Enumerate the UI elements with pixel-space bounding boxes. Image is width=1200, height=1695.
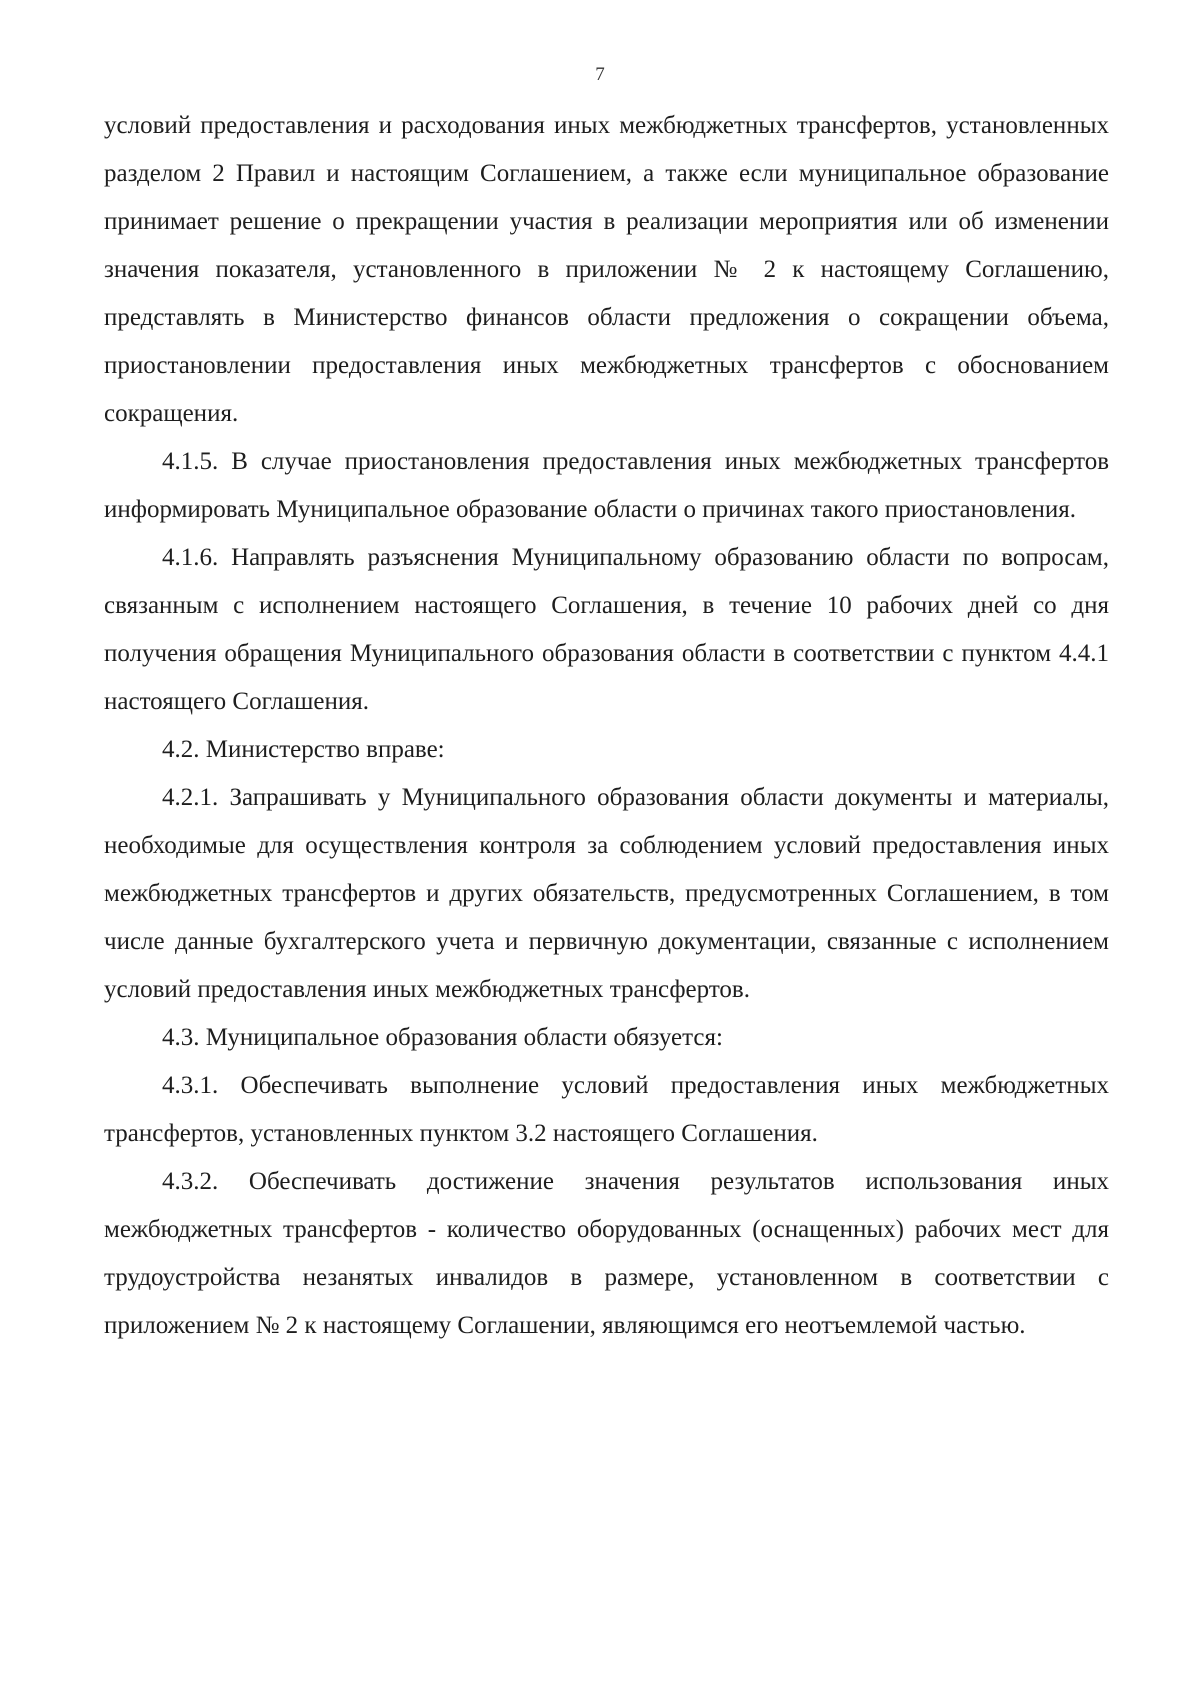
page-number: 7: [595, 64, 605, 85]
paragraph-4-3-2: 4.3.2. Обеспечивать достижение значения результатов использования иных межбюджетных трансфертов - количество оборудованных (оснащенных) рабочих мест для трудоустройства незанятых инвалидов в размере, установленном в соответствии с приложением № 2 к настоящему Соглашении, являющимся его неотъемлемой частью.: [104, 1168, 1109, 1339]
paragraph-4-1-6: 4.1.6. Направлять разъяснения Муниципальному образованию области по вопросам, связанным с исполнением настоящего Соглашения, в течение 10 рабочих дней со дня получения обращения Муниципального образования области в соответствии с пунктом 4.4.1 настоящего Соглашения.: [104, 544, 1109, 715]
paragraph-4-3: 4.3. Муниципальное образования области обязуется:: [162, 1024, 723, 1051]
paragraph-4-3-1: 4.3.1. Обеспечивать выполнение условий предоставления иных межбюджетных трансфертов, установленных пунктом 3.2 настоящего Соглашения.: [104, 1072, 1109, 1147]
paragraph-4-2-1: 4.2.1. Запрашивать у Муниципального образования области документы и материалы, необходимые для осуществления контроля за соблюдением условий предоставления иных межбюджетных трансфертов и других обязательств, предусмотренных Соглашением, в том числе данные бухгалтерского учета и первичную документации, связанные с исполнением условий предоставления иных межбюджетных трансфертов.: [104, 784, 1109, 1003]
paragraph-4-1-5: 4.1.5. В случае приостановления предоставления иных межбюджетных трансфертов информировать Муниципальное образование области о причинах такого приостановления.: [104, 448, 1109, 523]
paragraph-4-2: 4.2. Министерство вправе:: [162, 736, 445, 763]
document-body: [104, 102, 1109, 1350]
paragraph-continuation-4-1-4: условий предоставления и расходования иных межбюджетных трансфертов, установленных разделом 2 Правил и настоящим Соглашением, а также если муниципальное образование принимает решение о прекращении участия в реализации мероприятия или об изменении значения показателя, установленного в приложении № 2 к настоящему Соглашению, представлять в Министерство финансов области предложения о сокращении объема, приостановлении предоставления иных межбюджетных трансфертов с обоснованием сокращения.: [104, 112, 1109, 427]
